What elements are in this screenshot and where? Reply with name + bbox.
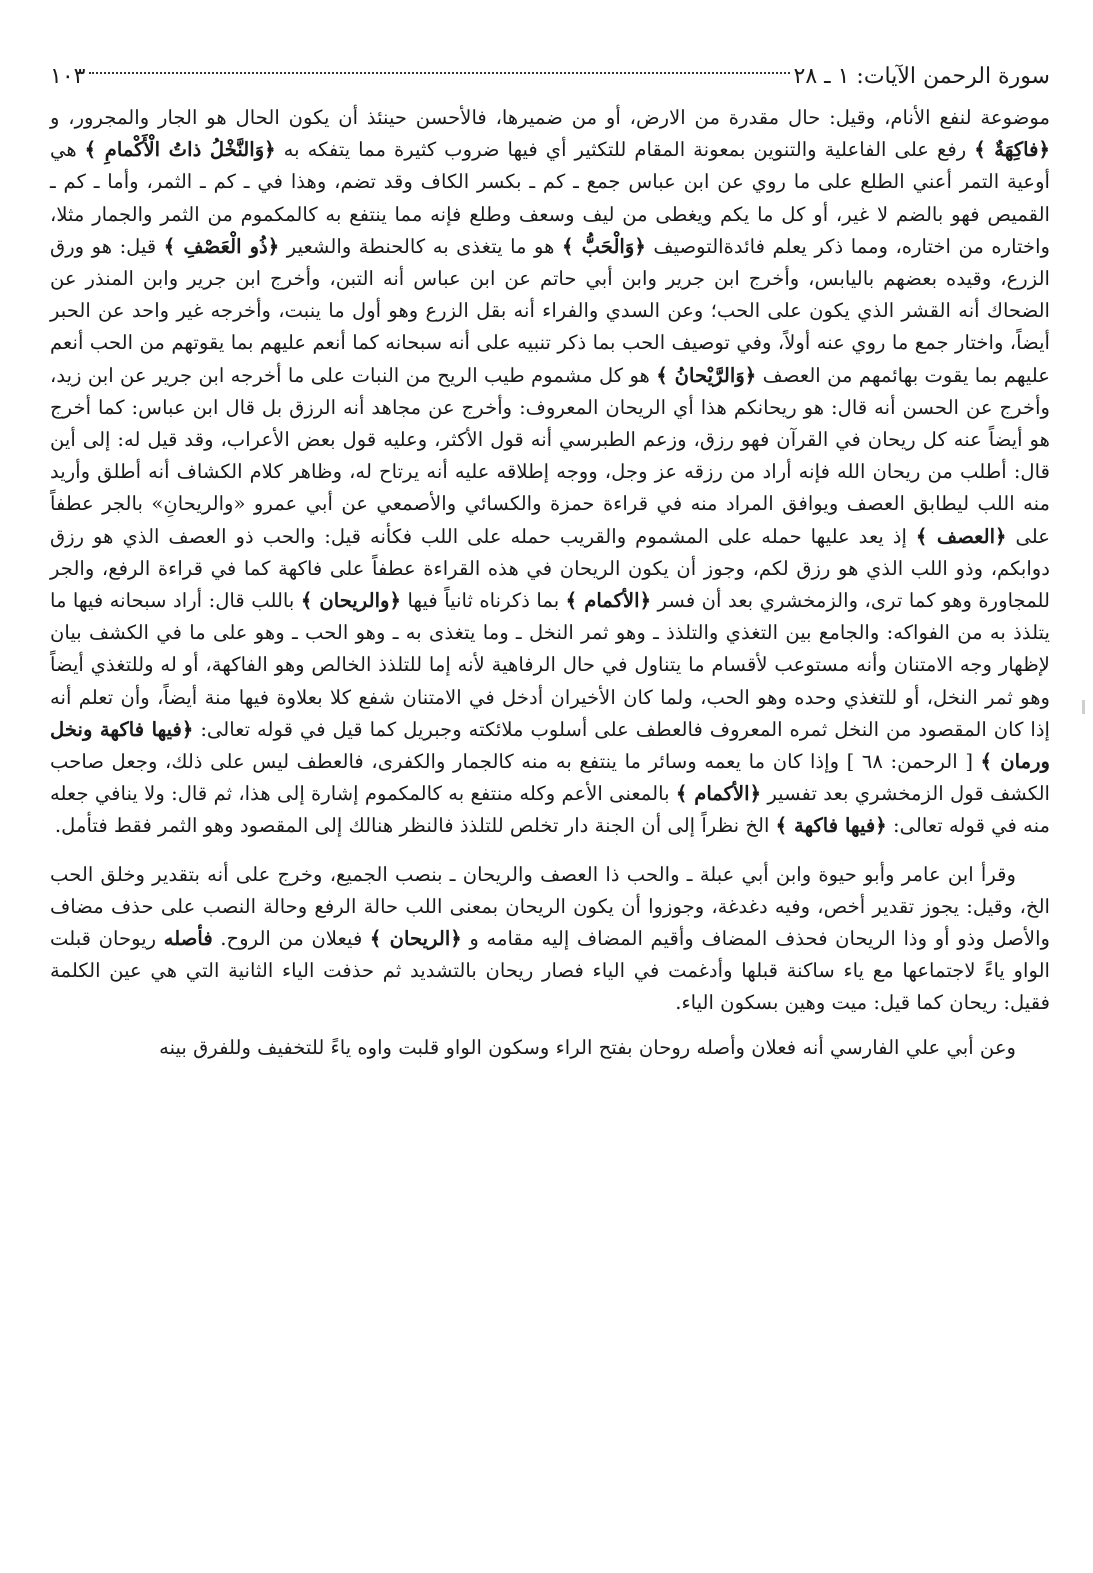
text-run: ريوحان قبلت الواو ياءً لاجتماعها مع ياء ساكنة قبلها وأدغمت في الياء فصار ريحان بالتشديد ثم حذفت الياء الثانية التي هي عين الكلمة فقيل: ريحان كما قيل: ميت وهين بسكون الياء. xyxy=(50,927,1050,1015)
quran-quote: ﴿وَالْحَبُّ ﴾ xyxy=(562,234,646,258)
paragraph-1 xyxy=(50,102,1050,843)
quran-quote: ﴿الأكمام ﴾ xyxy=(675,782,762,806)
quran-quote: ﴿ذُو الْعَصْفِ ﴾ xyxy=(163,234,280,258)
text-run: بما ذكرناه ثانياً فيها xyxy=(400,589,566,613)
scan-margin-mark xyxy=(1082,700,1085,714)
running-header-title: سورة الرحمن الآيات: ١ ـ ٢٨ xyxy=(793,64,1050,89)
text-run: بالمعنى الأعم وكله منتفع به كالمكموم إشارة إلى هذا، ثم قال: ولا ينافي جعله منه في قوله تعالى: xyxy=(50,782,1050,838)
text-run: وقرأ ابن عامر وأبو حيوة وابن أبي عبلة ـ والحب ذا العصف والريحان ـ بنصب الجميع، وخرج على أنه بتقدير وخلق الحب الخ، وقيل: يجوز تقدير أخص، وفيه دغدغة، وجوزوا أن يكون الريحان بمعنى اللب حالة الرفع وحالة النصب على حذف مضاف والأصل وذو أو وذا الريحان فحذف المضاف وأقيم المضاف إليه مقامه و xyxy=(50,862,1051,951)
quran-quote: ﴿العصف ﴾ xyxy=(915,524,1007,548)
quran-quote: ﴿الأكمام ﴾ xyxy=(565,589,652,613)
text-run: إذ يعد عليها حمله على المشموم والقريب حمله على اللب فكأنه قيل: والحب ذو العصف الذي هو رزق دوابكم، وذو اللب الذي هو رزق لكم، وجوز أن يكون الريحان في هذه القراءة عطفاً على فاكهة كما في قراءة الرفع، والجر للمجاورة وهو كما ترى، والزمخشري بعد أن فسر xyxy=(50,524,1050,613)
text-run: فيعلان من الروح. xyxy=(212,927,370,951)
text-run: هي أوعية التمر أعني الطلع على ما روي عن ابن عباس جمع ـ كم ـ بكسر الكاف وقد تضم، وهذا في ـ كم ـ الثمر، وأما ـ كم ـ القميص فهو بالضم لا غير، أو كل ما يكم ويغطى من ليف وسعف وطلع فإنه مما ينتفع به كالمكموم من الثمر والجمار مثلا، واختاره من اختاره، ومما ذكر يعلم فائدةالتوصيف xyxy=(50,138,1050,258)
running-header xyxy=(50,56,1050,98)
paragraph-2 xyxy=(50,859,1050,1020)
text-run: [ الرحمن: ٦٨ ] وإذا كان ما يعمه وسائر ما ينتفع به منه كالجمار والكفرى، فالعطف ليس على ذلك، وجعل صاحب الكشف قول الزمخشري بعد تفسير xyxy=(50,750,1050,806)
page-number: ١٠٣ xyxy=(50,64,86,89)
text-run: هو كل مشموم طيب الريح من النبات على ما أخرجه ابن جرير عن ابن زيد، وأخرج عن الحسن أنه قال: هو ريحانكم هذا أي الريحان المعروف: وأخرج عن مجاهد أنه الرزق بل قال ابن عباس: كما أخرج هو أيضاً عنه كل ريحان في القرآن فهو رزق، وزعم الطبرسي أنه قول الأكثر، وعليه قول بعض الأعراب، وقد قيل له: إلى أين قال: أطلب من ريحان الله فإنه أراد من رزقه عز وجل، ووجه إطلاقه عليه أنه يرتاح له، وظاهر كلام الكشاف أنه أطلق وأريد منه اللب ليطابق العصف ويوافق المراد منه في قراءة حمزة والكسائي والأصمعي عن أبي عمرو «والريحانِ» بالجر عطفاً على xyxy=(50,363,1050,548)
quran-quote: ﴿وَالرَّيْحانُ ﴾ xyxy=(656,363,757,387)
quran-quote: فأصله xyxy=(163,927,213,951)
quran-quote: ﴿فاكِهَةٌ ﴾ xyxy=(974,138,1050,162)
text-run: موضوعة لنفع الأنام، وقيل: حال مقدرة من الارض، أو من ضميرها، فالأحسن حينئذ أن يكون الحال هو الجار والمجرور، و xyxy=(50,106,1050,129)
quran-quote: ﴿فيها فاكهة ونخل ورمان ﴾ xyxy=(50,717,1050,774)
quran-quote: ﴿والريحان ﴾ xyxy=(300,589,401,613)
quran-quote: ﴿الريحان ﴾ xyxy=(369,927,462,951)
paragraph-3 xyxy=(50,1032,1050,1064)
text-run: باللب قال: أراد سبحانه فيها ما يتلذذ به من الفواكه: والجامع بين التغذي والتلذذ ـ وهو ثمر النخل ـ وما يتغذى به ـ وهو الحب ـ وهو على ما في الكشف بيان لإظهار وجه الامتنان وأنه مستوعب لأقسام ما يتناول في حال الرفاهية لأنه إما للتلذذ الخالص وهو الفاكهة، أو له وللتغذي أيضاً وهو ثمر النخل، أو للتغذي وحده وهو الحب، ولما كان الأخيران أدخل في الامتنان شفع كلا بعلاوة فيها منة أيضاً، وأن تعلم أنه إذا كان المقصود من النخل ثمره المعروف فالعطف على أسلوب ملائكته وجبريل كما قيل في قوله تعالى: xyxy=(50,589,1050,741)
text-run: رفع على الفاعلية والتنوين بمعونة المقام للتكثير أي فيها ضروب كثيرة مما يتفكه به xyxy=(275,138,975,162)
text-run: هو ما يتغذى به كالحنطة والشعير xyxy=(279,234,562,258)
text-run: وعن أبي علي الفارسي أنه فعلان وأصله روحان بفتح الراء وسكون الواو قلبت واوه ياءً للتخفيف وللفرق بينه xyxy=(159,1035,1016,1059)
quran-quote: ﴿وَالنَّخْلُ ذاتُ الْأَكْمامِ ﴾ xyxy=(84,138,276,162)
text-run: قيل: هو ورق الزرع، وقيده بعضهم باليابس، وأخرج ابن جرير وابن أبي حاتم عن ابن عباس أنه التبن، وأخرج ابن جرير وابن المنذر عن الضحاك أنه القشر الذي يكون على الحب؛ وعن السدي والفراء أنه بقل الزرع وهو أول ما ينبت، وأخرجه غير واحد عن الحبر أيضاً، واختار جمع ما روي عنه أولاً، وفي توصيف الحب بما ذكر تنبيه على أنه سبحانه كما أنعم عليهم بما يقوتهم من الحب أنعم عليهم بما يقوت بهائمهم من العصف xyxy=(50,234,1050,387)
quran-quote: ﴿فيها فاكهة ﴾ xyxy=(775,814,887,838)
leader-dots xyxy=(89,72,789,74)
text-run: الخ نظراً إلى أن الجنة دار تخلص للتلذذ فالنظر هنالك إلى المقصود وهو الثمر فقط فتأمل. xyxy=(54,814,776,838)
book-page xyxy=(50,56,1050,1064)
